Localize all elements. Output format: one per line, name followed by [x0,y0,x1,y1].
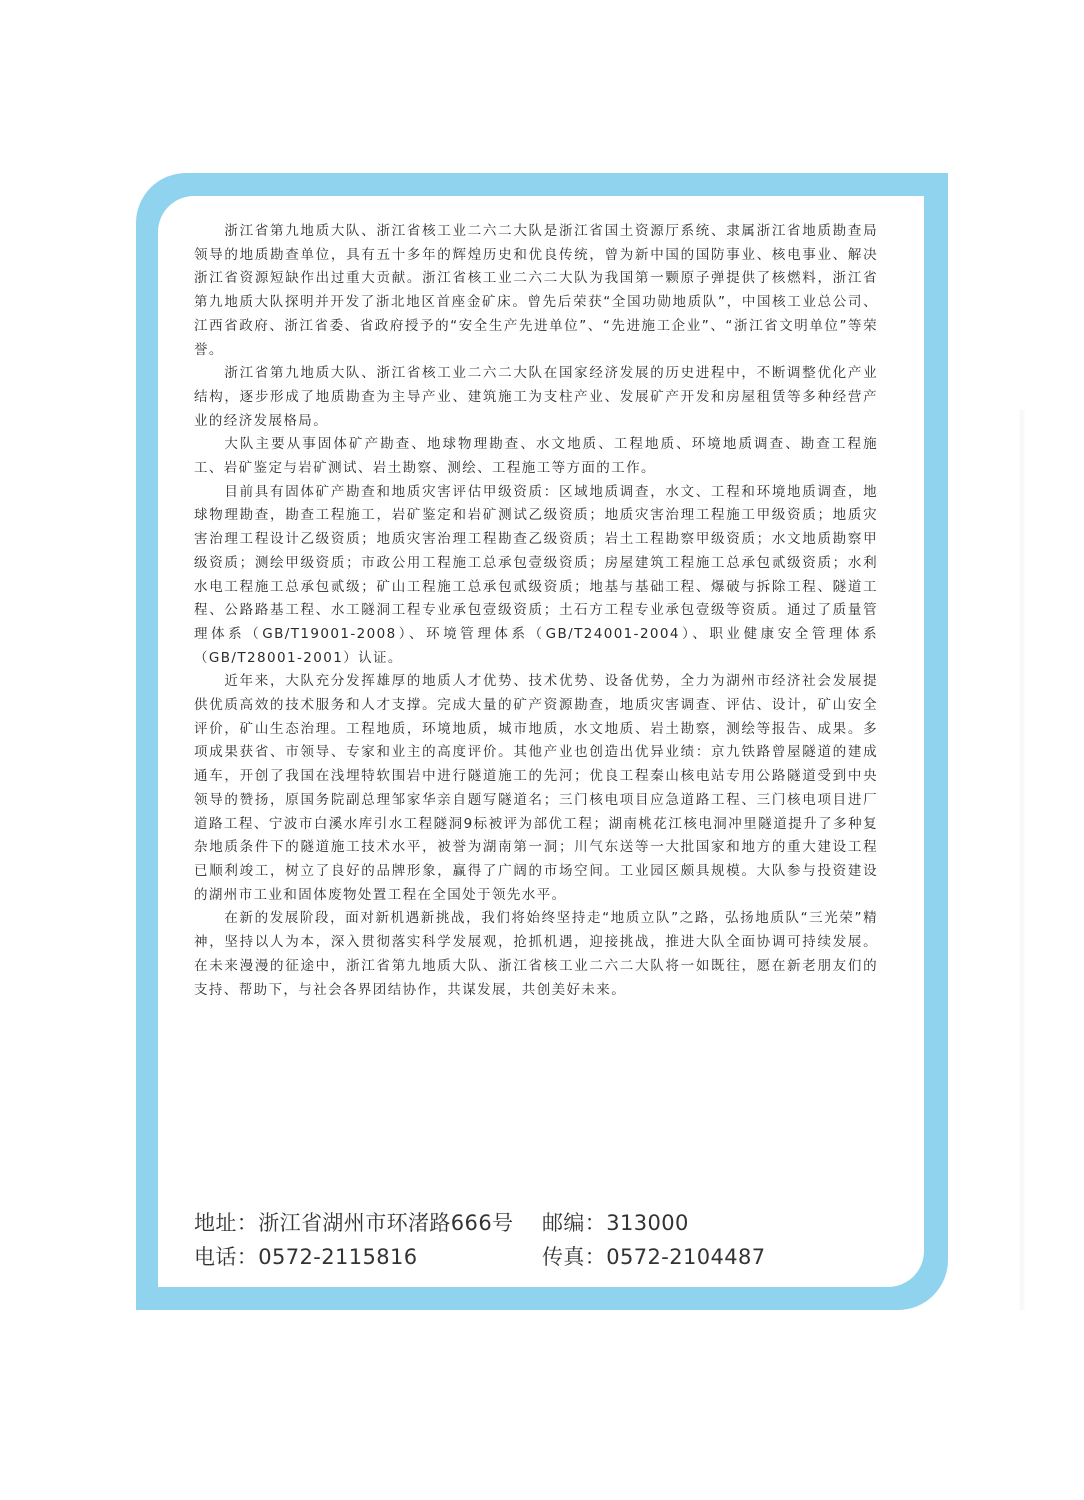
paragraph-intro: 浙江省第九地质大队、浙江省核工业二六二大队是浙江省国土资源厅系统、隶属浙江省地质勘查局领导的地质勘查单位，具有五十多年的辉煌历史和优良传统，曾为新中国的国防事业、核电事业、解决浙江省资源短缺作出过重大贡献。浙江省核工业二六二大队为我国第一颗原子弹提供了核燃料，浙江省第九地质大队探明并开发了浙北地区首座金矿床。曾先后荣获“全国功勋地质队”，中国核工业总公司、江西省政府、浙江省委、省政府授予的“安全生产先进单位”、“先进施工企业”、“浙江省文明单位”等荣誉。 [194,223,878,358]
phone-text: 电话：0572-2115816 [194,1245,418,1269]
contact-row-1 [194,1206,894,1240]
body-text [194,220,878,1002]
paragraph-achievements: 近年来，大队充分发挥雄厚的地质人才优势、技术优势、设备优势，全力为湖州市经济社会发展提供优质高效的技术服务和人才支撑。完成大量的矿产资源勘查，地质灾害调查、评估、设计，矿山安全评价，矿山生态治理。工程地质，环境地质，城市地质，水文地质、岩土勘察，测绘等报告、成果。多项成果获省、市领导、专家和业主的高度评价。其他产业也创造出优异业绩：京九铁路曾屋隧道的建成通车，开创了我国在浅埋特软围岩中进行隧道施工的先河；优良工程秦山核电站专用公路隧道受到中央领导的赞扬，原国务院副总理邹家华亲自题写隧道名；三门核电项目应急道路工程、三门核电项目进厂道路工程、宁波市白溪水库引水工程隧洞9标被评为部优工程；湖南桃花江核电洞冲里隧道提升了多种复杂地质条件下的隧道施工技术水平，被誉为湖南第一洞；川气东送等一大批国家和地方的重大建设工程已顺利竣工，树立了良好的品牌形象，赢得了广阔的市场空间。工业园区颇具规模。大队参与投资建设的湖州市工业和固体废物处置工程在全国处于领先水平。 [194,673,878,903]
contact-row-2 [194,1240,894,1274]
address-text: 地址：浙江省湖州市环渚路666号 [194,1211,514,1235]
paragraph-qualifications: 目前具有固体矿产勘查和地质灾害评估甲级资质：区域地质调查，水文、工程和环境地质调查，地球物理勘查，勘查工程施工，岩矿鉴定和岩矿测试乙级资质；地质灾害治理工程施工甲级资质；地质灾害治理工程设计乙级资质；地质灾害治理工程勘查乙级资质；岩土工程勘察甲级资质；水文地质勘察甲级资质；测绘甲级资质；市政公用工程施工总承包壹级资质；房屋建筑工程施工总承包贰级资质；水利水电工程施工总承包贰级；矿山工程施工总承包贰级资质；地基与基础工程、爆破与拆除工程、隧道工程、公路路基工程、水工隧洞工程专业承包壹级资质；土石方工程专业承包壹级等资质。通过了质量管理体系（GB/T19001-2008）、环境管理体系（GB/T24001-2004）、职业健康安全管理体系（GB/T28001-2001）认证。 [194,483,878,666]
fax-text: 传真：0572-2104487 [542,1245,766,1269]
page-edge-shadow [1018,410,1026,1310]
postcode-text: 邮编：313000 [542,1211,689,1235]
paragraph-outlook: 在新的发展阶段，面对新机遇新挑战，我们将始终坚持走“地质立队”之路，弘扬地质队“三光荣”精神，坚持以人为本，深入贯彻落实科学发展观，抢抓机遇，迎接挑战，推进大队全面协调可持续发展。在未来漫漫的征途中，浙江省第九地质大队、浙江省核工业二六二大队将一如既往，愿在新老朋友们的支持、帮助下，与社会各界团结协作，共谋发展，共创美好未来。 [194,910,878,998]
contact-block [194,1206,894,1274]
paragraph-structure: 浙江省第九地质大队、浙江省核工业二六二大队在国家经济发展的历史进程中，不断调整优化产业结构，逐步形成了地质勘查为主导产业、建筑施工为支柱产业、发展矿产开发和房屋租赁等多种经营产业的经济发展格局。 [194,365,878,429]
paragraph-business: 大队主要从事固体矿产勘查、地球物理勘查、水文地质、工程地质、环境地质调查、勘查工程施工、岩矿鉴定与岩矿测试、岩土勘察、测绘、工程施工等方面的工作。 [194,436,878,477]
